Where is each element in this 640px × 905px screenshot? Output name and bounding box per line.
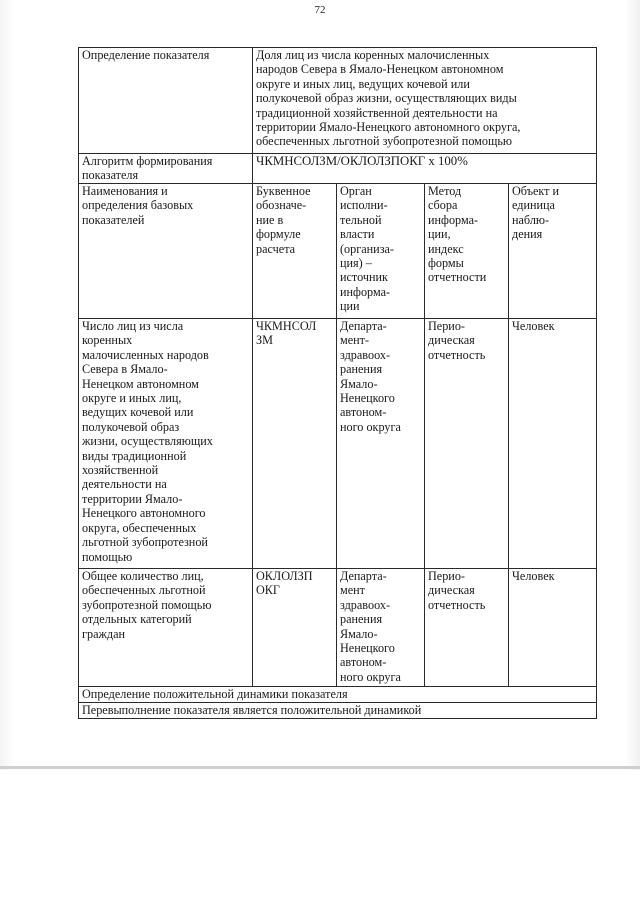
table-row bbox=[79, 569, 597, 687]
positive-dynamics-label-row bbox=[79, 687, 597, 703]
header-indicator-name: Наименования и определения базовых показателей bbox=[79, 184, 253, 319]
row-unit: Человек bbox=[509, 319, 597, 569]
page-number: 72 bbox=[314, 4, 326, 16]
definition-row bbox=[79, 48, 597, 154]
row-method: Перио- дическая отчетность bbox=[425, 569, 509, 687]
algorithm-formula: ЧКМНСОЛЗМ/ОКЛОЛЗПОКГ х 100% bbox=[253, 154, 597, 184]
row-symbol: ОКЛОЛЗП ОКГ bbox=[253, 569, 337, 687]
positive-dynamics-value: Перевыполнение показателя является положительной динамикой bbox=[79, 703, 597, 719]
definition-label: Определение показателя bbox=[79, 48, 253, 154]
algorithm-row bbox=[79, 154, 597, 184]
row-symbol: ЧКМНСОЛ ЗМ bbox=[253, 319, 337, 569]
positive-dynamics-label: Определение положительной динамики показателя bbox=[79, 687, 597, 703]
page-edge bbox=[0, 766, 640, 769]
row-method: Перио- дическая отчетность bbox=[425, 319, 509, 569]
row-indicator-name: Число лиц из числа коренных малочисленных народов Севера в Ямало- Ненецком автономном округе и иных лиц, ведущих кочевой или полукочевой образ жизни, осуществляющих виды традиционной хозяйственной деятельности на территории Ямало- Ненецкого автономного округа, обеспеченных льготной зубопротезной помощью bbox=[79, 319, 253, 569]
row-source: Департа- мент- здравоох- ранения Ямало- Ненецкого автоном- ного округа bbox=[337, 319, 425, 569]
header-symbol: Буквенное обозначе- ние в формуле расчета bbox=[253, 184, 337, 319]
header-row bbox=[79, 184, 597, 319]
definition-value: Доля лиц из числа коренных малочисленных народов Севера в Ямало-Ненецком автономном округе и иных лиц, ведущих кочевой или полукочевой образ жизни, осуществляющих виды традиционной хозяйственной деятельности на территории Ямало-Ненецкого автономного округа, обеспеченных льготной зубопротезной помощью bbox=[253, 48, 597, 154]
positive-dynamics-value-row bbox=[79, 703, 597, 719]
header-source: Орган исполни- тельной власти (организа- ция) – источник информа- ции bbox=[337, 184, 425, 319]
header-method: Метод сбора информа- ции, индекс формы отчетности bbox=[425, 184, 509, 319]
header-unit: Объект и единица наблю- дения bbox=[509, 184, 597, 319]
algorithm-label: Алгоритм формирования показателя bbox=[79, 154, 253, 184]
indicator-table bbox=[78, 47, 597, 719]
row-unit: Человек bbox=[509, 569, 597, 687]
table-row bbox=[79, 319, 597, 569]
row-indicator-name: Общее количество лиц, обеспеченных льготной зубопротезной помощью отдельных категорий граждан bbox=[79, 569, 253, 687]
row-source: Департа- мент здравоох- ранения Ямало- Ненецкого автоном- ного округа bbox=[337, 569, 425, 687]
